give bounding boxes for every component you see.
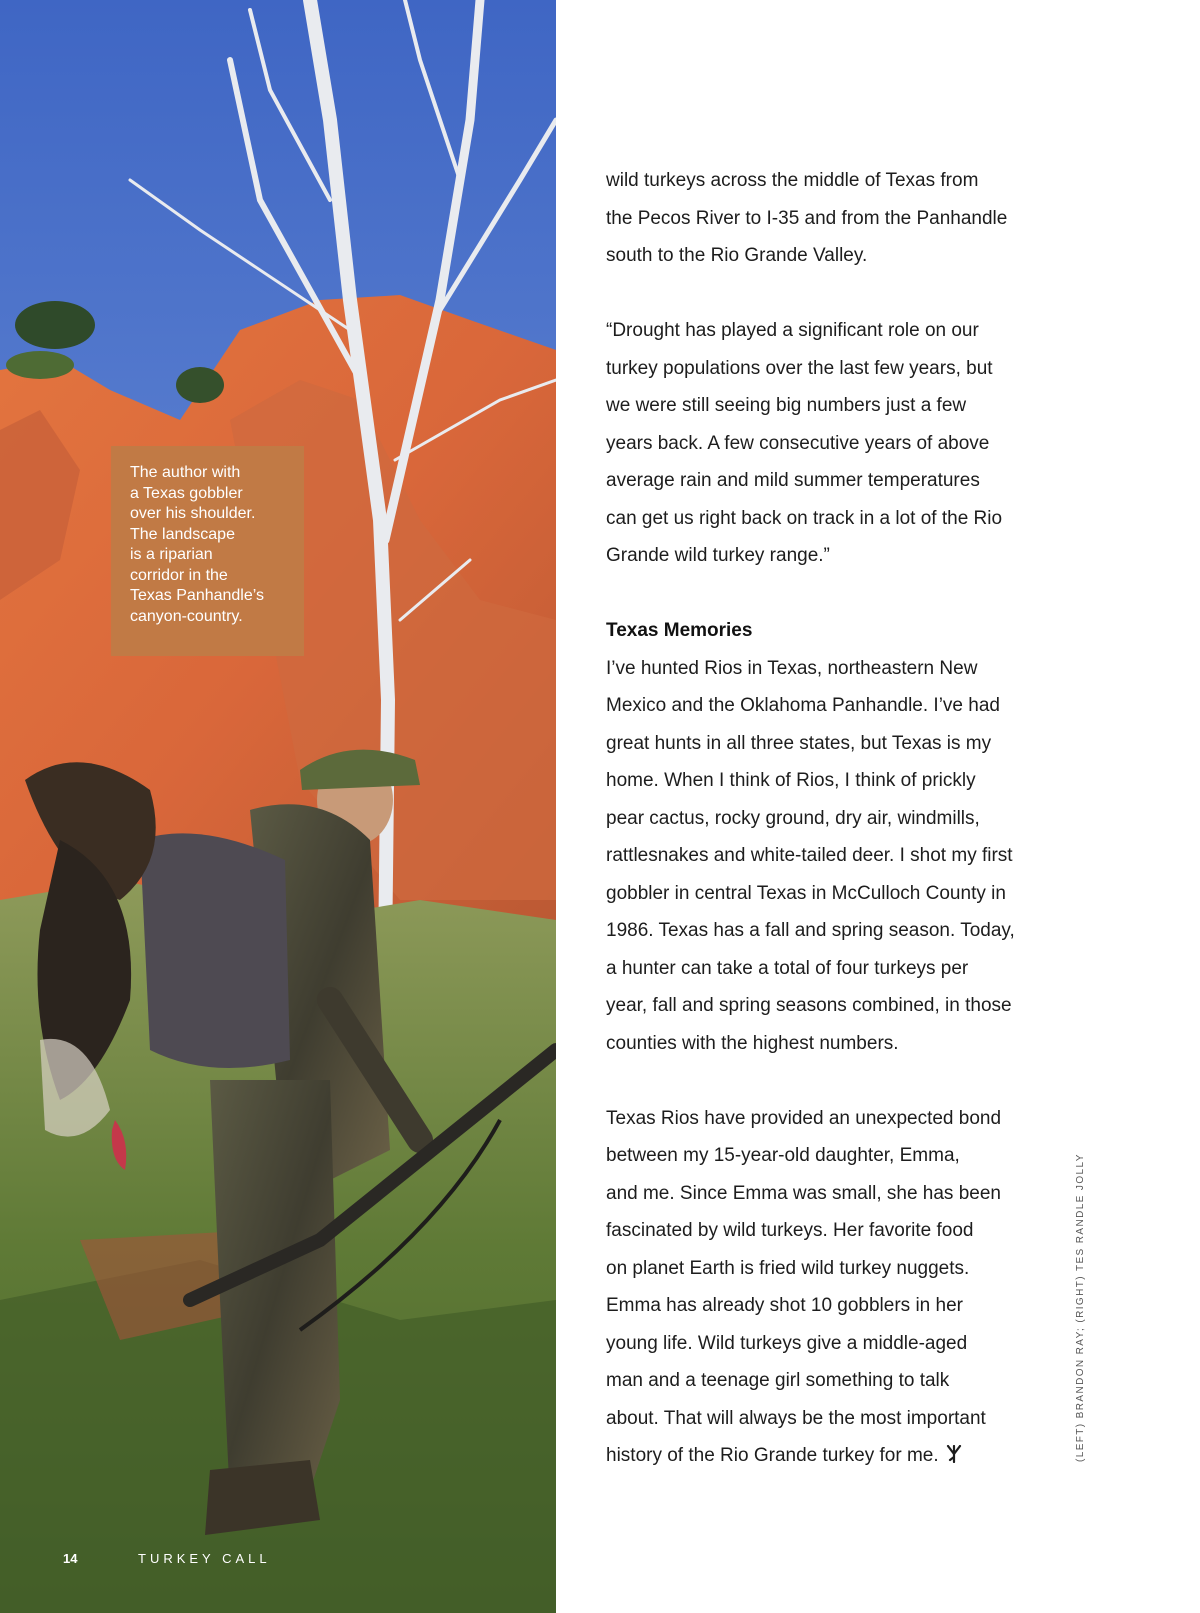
caption-line: canyon-country.	[130, 607, 243, 625]
text-line: I’ve hunted Rios in Texas, northeastern New	[606, 657, 978, 679]
caption-line: corridor in the	[130, 566, 228, 584]
text-line: a hunter can take a total of four turkeys per	[606, 957, 969, 979]
article-body	[606, 162, 1076, 1477]
text-line: about. That will always be the most important	[606, 1407, 986, 1429]
text-line: between my 15-year-old daughter, Emma,	[606, 1145, 960, 1166]
text-line: years back. A few consecutive years of above	[606, 432, 990, 454]
text-line: south to the Rio Grande Valley.	[606, 245, 868, 266]
text-line: “Drought has played a significant role on our	[606, 320, 979, 341]
text-line: man and a teenage girl something to talk	[606, 1370, 950, 1391]
text-line-last	[606, 1437, 1076, 1477]
text-line: Texas Rios have provided an unexpected bond	[606, 1107, 1002, 1129]
text-line: 1986. Texas has a fall and spring season. Today,	[606, 920, 1015, 941]
text-line: and me. Since Emma was small, she has been	[606, 1182, 1001, 1204]
text-line: Grande wild turkey range.”	[606, 545, 830, 566]
caption-line: a Texas gobbler	[130, 484, 243, 502]
text-line: on planet Earth is fried wild turkey nuggets.	[606, 1257, 970, 1279]
photo-caption	[111, 446, 304, 656]
text-line: great hunts in all three states, but Texas is my	[606, 732, 992, 754]
text-line: can get us right back on track in a lot of the Rio	[606, 507, 1003, 529]
text-line: home. When I think of Rios, I think of prickly	[606, 770, 976, 791]
paragraph	[606, 312, 1076, 575]
caption-line: is a riparian	[130, 546, 213, 563]
caption-line: The author with	[130, 464, 241, 481]
turkey-track-icon	[945, 1439, 963, 1477]
text-line: rattlesnakes and white-tailed deer. I shot my first	[606, 845, 1013, 866]
photo-credit: (LEFT) BRANDON RAY; (RIGHT) TES RANDLE JOLLY	[1075, 1153, 1086, 1462]
text-line: gobbler in central Texas in McCulloch County in	[606, 882, 1006, 904]
caption-line: over his shoulder.	[130, 505, 256, 522]
text-line: year, fall and spring seasons combined, in those	[606, 995, 1012, 1016]
text-line: we were still seeing big numbers just a few	[606, 395, 967, 416]
text-line: history of the Rio Grande turkey for me.	[606, 1445, 939, 1466]
paragraph	[606, 1100, 1076, 1477]
text-line: turkey populations over the last few years, but	[606, 357, 993, 379]
publication-name: TURKEY CALL	[138, 1551, 271, 1566]
text-line: Emma has already shot 10 gobblers in her	[606, 1295, 963, 1316]
paragraph	[606, 162, 1076, 275]
text-line: average rain and mild summer temperatures	[606, 470, 980, 491]
caption-line: The landscape	[130, 525, 235, 543]
text-line: the Pecos River to I-35 and from the Panhandle	[606, 207, 1008, 229]
text-line: fascinated by wild turkeys. Her favorite food	[606, 1220, 974, 1241]
caption-line: Texas Panhandle’s	[130, 587, 265, 604]
hunter-photo	[0, 0, 556, 1613]
text-line: Mexico and the Oklahoma Panhandle. I’ve had	[606, 695, 1000, 716]
text-line: counties with the highest numbers.	[606, 1032, 899, 1054]
section-heading: Texas Memories	[606, 620, 753, 641]
page-number: 14	[63, 1551, 78, 1566]
paragraph	[606, 650, 1076, 1063]
text-line: pear cactus, rocky ground, dry air, windmills,	[606, 807, 980, 829]
text-line: wild turkeys across the middle of Texas from	[606, 170, 979, 191]
text-line: young life. Wild turkeys give a middle-aged	[606, 1332, 968, 1354]
